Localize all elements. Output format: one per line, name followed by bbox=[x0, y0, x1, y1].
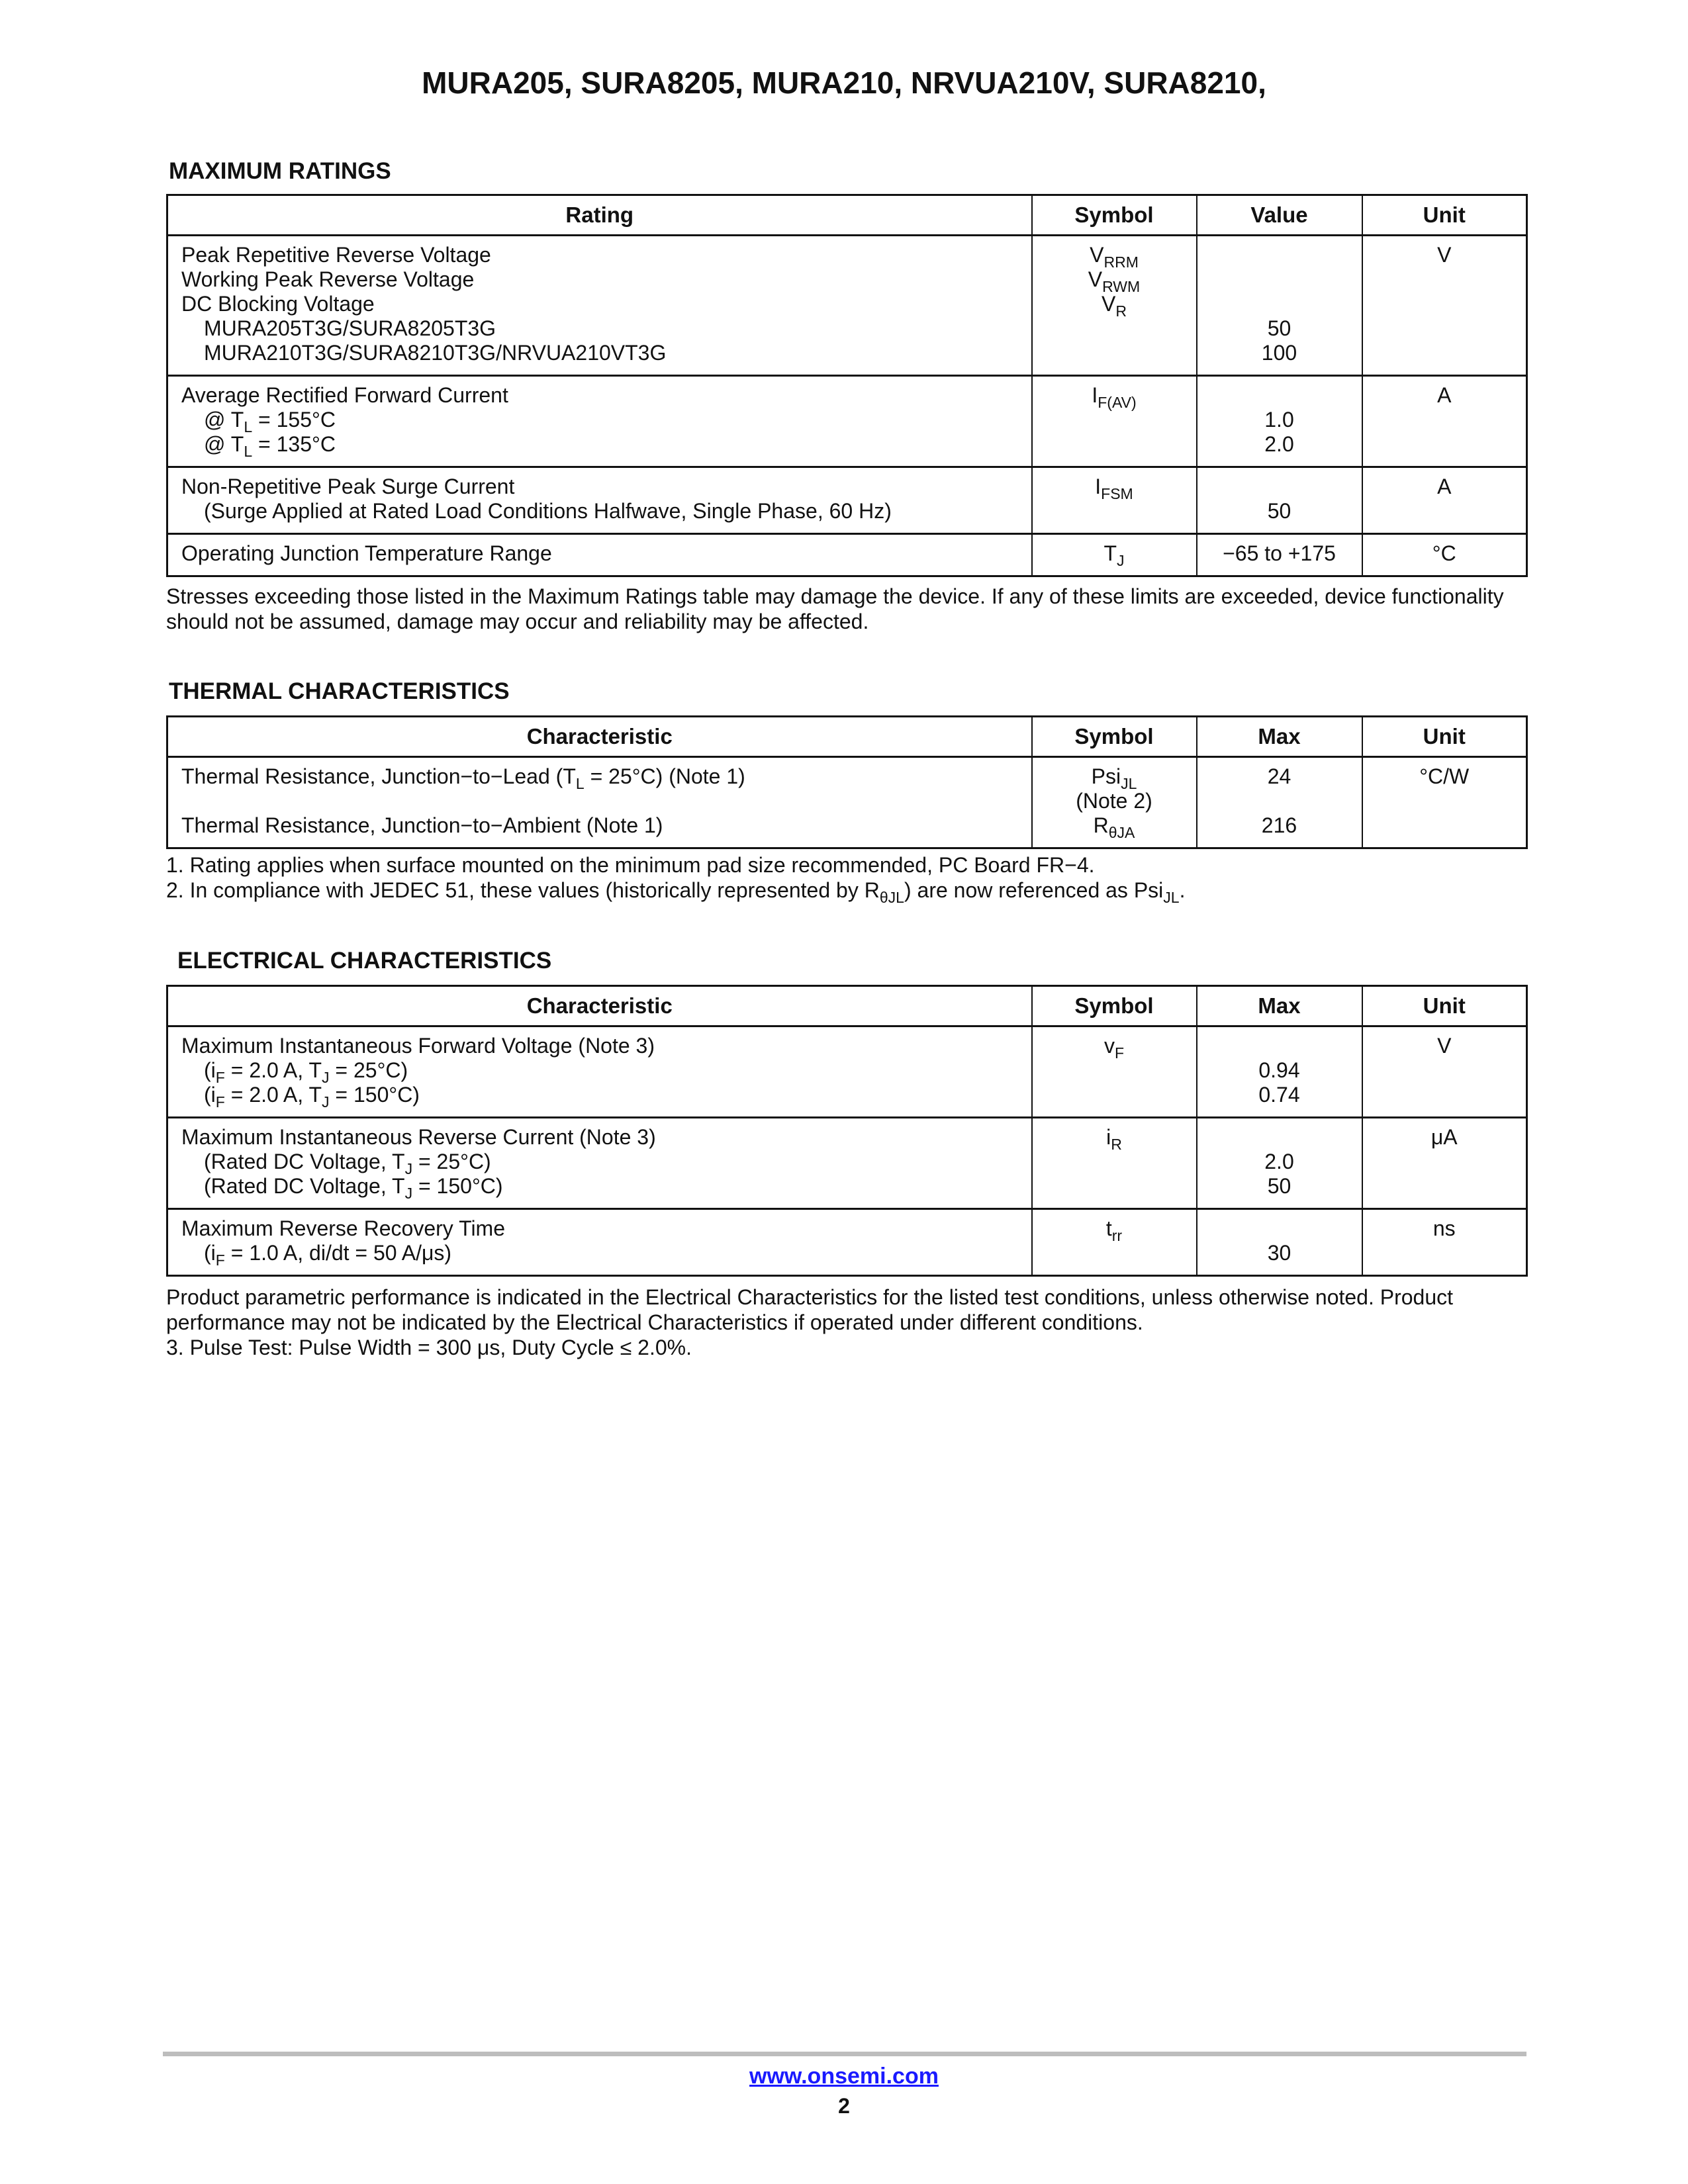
subscript: J bbox=[1117, 552, 1125, 570]
subscript: F bbox=[215, 1251, 225, 1269]
note-line: performance may not be indicated by the Electrical Characteristics if operated under different conditions. bbox=[166, 1310, 1143, 1334]
cell-line: V bbox=[1437, 243, 1452, 267]
table-header-row bbox=[167, 986, 1527, 1026]
cell-line: 2.0 bbox=[1264, 1150, 1294, 1173]
subscript: J bbox=[322, 1069, 330, 1087]
column-header-symbol: Symbol bbox=[1032, 986, 1197, 1026]
footer-divider bbox=[163, 2052, 1526, 2056]
cell-line: MURA210T3G/SURA8210T3G/NRVUA210VT3G bbox=[204, 341, 667, 365]
note-line: 3. Pulse Test: Pulse Width = 300 μs, Duty Cycle ≤ 2.0%. bbox=[166, 1336, 692, 1359]
subscript: RWM bbox=[1102, 278, 1141, 296]
subscript: rr bbox=[1111, 1227, 1123, 1245]
column-header-symbol: Symbol bbox=[1032, 195, 1197, 236]
column-header-unit: Unit bbox=[1362, 986, 1527, 1026]
cell-line: 50 bbox=[1267, 1174, 1291, 1198]
table-row bbox=[167, 1118, 1527, 1209]
cell-line: Operating Junction Temperature Range bbox=[181, 541, 552, 565]
unit-cell bbox=[1362, 1209, 1527, 1276]
symbol-cell bbox=[1032, 757, 1197, 848]
column-header-value: Max bbox=[1197, 986, 1362, 1026]
website-link[interactable]: www.onsemi.com bbox=[749, 2064, 939, 2089]
cell-line: Average Rectified Forward Current bbox=[181, 383, 508, 407]
column-header-unit: Unit bbox=[1362, 717, 1527, 757]
note-line: 1. Rating applies when surface mounted on the minimum pad size recommended, PC Board FR−4. bbox=[166, 853, 1095, 877]
cell-line: −65 to +175 bbox=[1223, 541, 1336, 565]
value-cell bbox=[1197, 236, 1362, 376]
value-cell bbox=[1197, 376, 1362, 467]
subscript: JL bbox=[1163, 889, 1180, 907]
cell-line: $V_{RWM}$ bbox=[1088, 267, 1141, 296]
cell-line: 0.74 bbox=[1258, 1083, 1300, 1107]
subscript: J bbox=[322, 1093, 330, 1111]
cell-line bbox=[1197, 383, 1362, 408]
cell-line: °C bbox=[1432, 541, 1456, 565]
cell-line: Non-Repetitive Peak Surge Current bbox=[181, 475, 515, 498]
cell-line bbox=[1197, 267, 1362, 292]
characteristic-cell bbox=[167, 534, 1032, 576]
cell-line: $R_{\theta JA}$ bbox=[1093, 813, 1135, 842]
subscript: F(AV) bbox=[1098, 394, 1137, 412]
subscript: J bbox=[404, 1185, 413, 1203]
symbol-cell bbox=[1032, 1209, 1197, 1276]
cell-line: 100 bbox=[1261, 341, 1297, 365]
subscript: J bbox=[404, 1160, 413, 1178]
value-cell bbox=[1197, 1118, 1362, 1209]
electrical-characteristics-heading: ELECTRICAL CHARACTERISTICS bbox=[177, 948, 552, 974]
table-row bbox=[167, 534, 1527, 576]
cell-line: DC Blocking Voltage bbox=[181, 292, 375, 316]
cell-line: 24 bbox=[1267, 764, 1291, 788]
cell-line: Peak Repetitive Reverse Voltage bbox=[181, 243, 491, 267]
cell-line: A bbox=[1437, 383, 1452, 407]
cell-line: @ $T_L = 135^\circ C$ bbox=[204, 432, 336, 461]
cell-line: $T_J$ bbox=[1103, 541, 1125, 570]
subscript: L bbox=[575, 775, 585, 793]
symbol-cell bbox=[1032, 236, 1197, 376]
table-row bbox=[167, 376, 1527, 467]
subscript: R bbox=[1111, 1136, 1122, 1154]
cell-line: Thermal Resistance, Junction−to−Lead $(T_L = 25^\circ C)$ (Note 1) bbox=[181, 764, 745, 793]
thermal-notes bbox=[166, 852, 1526, 907]
unit-cell bbox=[1362, 376, 1527, 467]
table-row bbox=[167, 757, 1527, 848]
cell-line: @ $T_L = 155^\circ C$ bbox=[204, 408, 336, 436]
cell-line: $I_{FSM}$ bbox=[1095, 475, 1133, 503]
cell-line bbox=[181, 789, 1031, 813]
symbol-cell bbox=[1032, 534, 1197, 576]
unit-cell bbox=[1362, 467, 1527, 534]
table-row bbox=[167, 467, 1527, 534]
subscript: F bbox=[1114, 1044, 1125, 1062]
column-header-unit: Unit bbox=[1362, 195, 1527, 236]
cell-line: $t_{rr}$ bbox=[1105, 1216, 1123, 1245]
cell-line bbox=[1197, 475, 1362, 499]
cell-line: 50 bbox=[1267, 499, 1291, 523]
cell-line: Maximum Instantaneous Forward Voltage (Note 3) bbox=[181, 1034, 655, 1058]
electrical-notes bbox=[166, 1285, 1526, 1360]
note-line: 2. In compliance with JEDEC 51, these values (historically represented by $R_{\theta JL}$) are now referenced as Psi$_{JL}$. bbox=[166, 878, 1186, 907]
cell-line: °C/W bbox=[1419, 764, 1470, 788]
unit-cell bbox=[1362, 1026, 1527, 1118]
column-header-characteristic: Characteristic bbox=[167, 986, 1032, 1026]
table-header-row bbox=[167, 717, 1527, 757]
column-header-value: Value bbox=[1197, 195, 1362, 236]
cell-line: Maximum Reverse Recovery Time bbox=[181, 1216, 505, 1240]
cell-line: 50 bbox=[1267, 316, 1291, 340]
characteristic-cell bbox=[167, 1026, 1032, 1118]
cell-line: $V_{RRM}$ bbox=[1090, 243, 1139, 271]
document-title: MURA205, SURA8205, MURA210, NRVUA210V, SURA8210, bbox=[422, 66, 1266, 100]
maximum-ratings-heading: MAXIMUM RATINGS bbox=[169, 158, 391, 184]
cell-line bbox=[1197, 789, 1362, 813]
cell-line: Maximum Instantaneous Reverse Current (Note 3) bbox=[181, 1125, 656, 1149]
cell-line: $I_{F(AV)}$ bbox=[1092, 383, 1137, 412]
characteristic-cell bbox=[167, 1118, 1032, 1209]
column-header-value: Max bbox=[1197, 717, 1362, 757]
subscript: θJL bbox=[879, 889, 904, 907]
subscript: R bbox=[1115, 302, 1127, 320]
subscript: F bbox=[215, 1069, 225, 1087]
cell-line: (Note 2) bbox=[1076, 789, 1152, 813]
subscript: L bbox=[244, 443, 253, 461]
characteristic-cell bbox=[167, 376, 1032, 467]
cell-line: $V_R$ bbox=[1102, 292, 1127, 320]
value-cell bbox=[1197, 534, 1362, 576]
subscript: F bbox=[215, 1093, 225, 1111]
cell-line: ($i_F = 2.0$ A, $T_J = 150^\circ C$) bbox=[204, 1083, 420, 1111]
page-number: 2 bbox=[838, 2094, 850, 2118]
cell-line: 2.0 bbox=[1264, 432, 1294, 456]
cell-line: μA bbox=[1430, 1125, 1458, 1149]
characteristic-cell bbox=[167, 757, 1032, 848]
cell-line: (Rated DC Voltage, $T_J = 150^\circ C$) bbox=[204, 1174, 503, 1203]
cell-line: $i_R$ bbox=[1106, 1125, 1122, 1154]
cell-line: V bbox=[1437, 1034, 1452, 1058]
cell-line bbox=[1197, 292, 1362, 316]
column-header-symbol: Symbol bbox=[1032, 717, 1197, 757]
column-header-characteristic: Rating bbox=[167, 195, 1032, 236]
maximum-ratings-note bbox=[166, 584, 1526, 634]
cell-line bbox=[1197, 1125, 1362, 1150]
cell-line: ($i_F = 1.0$ A, di/dt = 50 A/μs) bbox=[204, 1241, 452, 1269]
symbol-cell bbox=[1032, 1026, 1197, 1118]
symbol-cell bbox=[1032, 376, 1197, 467]
subscript: JL bbox=[1121, 775, 1137, 793]
thermal-characteristics-heading: THERMAL CHARACTERISTICS bbox=[169, 678, 510, 704]
cell-line: Thermal Resistance, Junction−to−Ambient (Note 1) bbox=[181, 813, 663, 837]
cell-line: A bbox=[1437, 475, 1452, 498]
unit-cell bbox=[1362, 534, 1527, 576]
cell-line bbox=[1197, 1216, 1362, 1241]
table-row bbox=[167, 1209, 1527, 1276]
value-cell bbox=[1197, 1209, 1362, 1276]
cell-line: 30 bbox=[1267, 1241, 1291, 1265]
subscript: FSM bbox=[1101, 485, 1133, 503]
unit-cell bbox=[1362, 757, 1527, 848]
subscript: L bbox=[244, 418, 253, 436]
note-line: Stresses exceeding those listed in the Maximum Ratings table may damage the device. If any of these limits are exceeded, device functionality bbox=[166, 584, 1504, 608]
characteristic-cell bbox=[167, 236, 1032, 376]
table-header-row bbox=[167, 195, 1527, 236]
cell-line: ($i_F = 2.0$ A, $T_J = 25^\circ C$) bbox=[204, 1058, 408, 1087]
value-cell bbox=[1197, 1026, 1362, 1118]
cell-line: 1.0 bbox=[1264, 408, 1294, 432]
cell-line: Psi$_{JL}$ bbox=[1091, 764, 1137, 793]
cell-line: 0.94 bbox=[1258, 1058, 1300, 1082]
unit-cell bbox=[1362, 236, 1527, 376]
characteristic-cell bbox=[167, 1209, 1032, 1276]
cell-line: MURA205T3G/SURA8205T3G bbox=[204, 316, 496, 340]
symbol-cell bbox=[1032, 1118, 1197, 1209]
cell-line: (Surge Applied at Rated Load Conditions Halfwave, Single Phase, 60 Hz) bbox=[204, 499, 892, 523]
subscript: θJA bbox=[1108, 824, 1135, 842]
column-header-characteristic: Characteristic bbox=[167, 717, 1032, 757]
note-line: should not be assumed, damage may occur and reliability may be affected. bbox=[166, 610, 869, 633]
cell-line bbox=[1197, 1034, 1362, 1058]
cell-line: 216 bbox=[1261, 813, 1297, 837]
symbol-cell bbox=[1032, 467, 1197, 534]
cell-line: Working Peak Reverse Voltage bbox=[181, 267, 475, 291]
cell-line: (Rated DC Voltage, $T_J = 25^\circ C$) bbox=[204, 1150, 491, 1178]
table-row bbox=[167, 1026, 1527, 1118]
cell-line bbox=[1197, 243, 1362, 267]
subscript: RRM bbox=[1103, 253, 1139, 271]
note-line: Product parametric performance is indicated in the Electrical Characteristics for the listed test conditions, unless otherwise noted. Product bbox=[166, 1285, 1454, 1309]
electrical-characteristics-table bbox=[166, 985, 1528, 1277]
cell-line: ns bbox=[1432, 1216, 1456, 1240]
cell-line: $v_F$ bbox=[1103, 1034, 1125, 1062]
characteristic-cell bbox=[167, 467, 1032, 534]
value-cell bbox=[1197, 467, 1362, 534]
unit-cell bbox=[1362, 1118, 1527, 1209]
table-row bbox=[167, 236, 1527, 376]
value-cell bbox=[1197, 757, 1362, 848]
thermal-characteristics-table bbox=[166, 715, 1528, 849]
maximum-ratings-table bbox=[166, 194, 1528, 577]
